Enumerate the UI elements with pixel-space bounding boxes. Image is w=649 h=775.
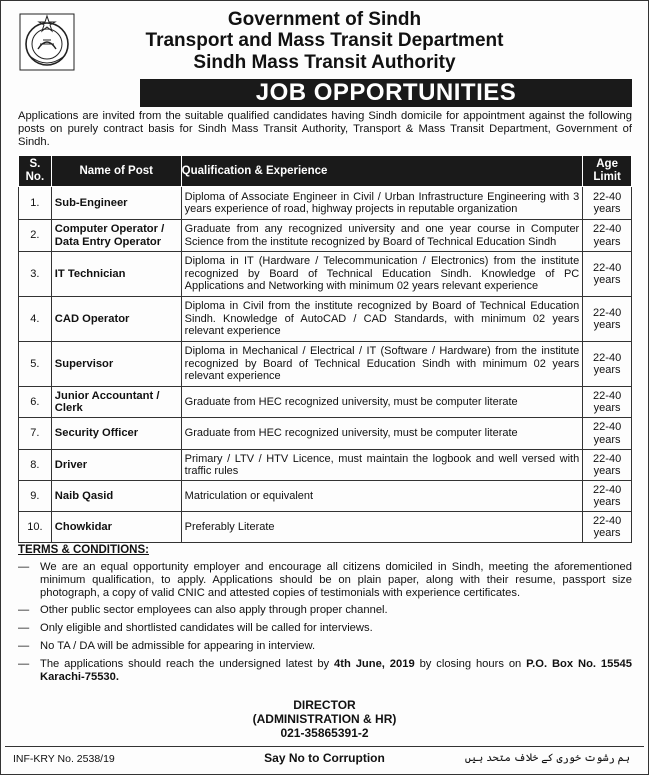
row-sno: 1. — [19, 187, 52, 220]
authority-title: Sindh Mass Transit Authority — [193, 52, 456, 73]
deadline-mid: by closing hours on — [414, 657, 527, 670]
table-header-row — [19, 156, 632, 187]
term-item — [18, 622, 632, 635]
row-post-name: Security Officer — [51, 418, 181, 450]
row-post-name: IT Technician — [51, 252, 181, 297]
row-post-name: CAD Operator — [51, 297, 181, 342]
term-dash: — — [18, 604, 30, 617]
job-opportunities-banner: JOB OPPORTUNITIES — [140, 79, 632, 107]
term-text: Only eligible and shortlisted candidates will be called for interviews. — [40, 622, 373, 635]
table-row — [19, 481, 632, 512]
contact-phone: 021-35865391-2 — [280, 726, 369, 740]
term-item — [18, 658, 632, 684]
row-age-limit: 22-40 years — [583, 187, 632, 220]
table-row — [19, 297, 632, 342]
row-post-name: Supervisor — [51, 342, 181, 387]
row-qualification: Primary / LTV / HTV Licence, must maintain the logbook and well versed with traffic rules — [181, 450, 583, 481]
footer-divider — [5, 746, 644, 747]
term-dash: — — [18, 561, 30, 573]
term-dash: — — [18, 657, 30, 670]
row-post-name: Junior Accountant / Clerk — [51, 387, 181, 418]
header — [1, 9, 648, 74]
row-qualification: Diploma in Civil from the institute recognized by Board of Technical Education Sindh. Knowledge of AutoCAD / CAD Standards, with minimum 02 years relevant experience — [181, 297, 583, 342]
row-sno: 7. — [19, 418, 52, 450]
row-age-limit: 22-40 years — [583, 387, 632, 418]
intro-paragraph: Applications are invited from the suitable qualified candidates having Sindh domicile for appointment against the following posts on purely contract basis for Sindh Mass Transit Authority, Transport & Mass Transit Department, Government of Sindh. — [18, 110, 632, 148]
row-sno: 4. — [19, 297, 52, 342]
anti-corruption-slogan: Say No to Corruption — [264, 751, 385, 765]
row-age-limit: 22-40 years — [583, 481, 632, 512]
government-title: Government of Sindh — [227, 9, 422, 30]
po-box-address: P.O. Box No. 15545 Karachi-75530. — [40, 657, 632, 683]
terms-title: TERMS & CONDITIONS: — [18, 544, 149, 556]
row-age-limit: 22-40 years — [583, 450, 632, 481]
row-sno: 9. — [19, 481, 52, 512]
signatory-title: DIRECTOR — [293, 698, 356, 712]
term-dash: — — [18, 622, 30, 635]
row-age-limit: 22-40 years — [583, 297, 632, 342]
row-qualification: Graduate from any recognized university and one year course in Computer Science from the institute recognized by Board of Technical Education Sindh — [181, 220, 583, 252]
table-row — [19, 187, 632, 220]
row-sno: 6. — [19, 387, 52, 418]
deadline-pre: The applications should reach the undersigned latest by — [40, 657, 335, 670]
header-age-limit: Age Limit — [583, 156, 632, 187]
row-age-limit: 22-40 years — [583, 252, 632, 297]
term-text: We are an equal opportunity employer and encourage all citizens domiciled in Sindh, meeting the aforementioned minimum qualification, to apply. Applications should be on plain paper, along with their resume, passport size photograph, a copy of valid CNIC and attested copies of testimonials with experience certificates. — [40, 561, 632, 599]
row-qualification: Graduate from HEC recognized university, must be computer literate — [181, 387, 583, 418]
row-age-limit: 22-40 years — [583, 220, 632, 252]
row-age-limit: 22-40 years — [583, 342, 632, 387]
table-row — [19, 450, 632, 481]
terms-list — [18, 561, 632, 688]
term-text: Other public sector employees can also apply through proper channel. — [40, 604, 388, 617]
header-sno: S. No. — [19, 156, 52, 187]
row-age-limit: 22-40 years — [583, 418, 632, 450]
row-qualification: Matriculation or equivalent — [181, 481, 583, 512]
table-row — [19, 512, 632, 543]
table-row — [19, 418, 632, 450]
row-qualification: Graduate from HEC recognized university, must be computer literate — [181, 418, 583, 450]
row-sno: 10. — [19, 512, 52, 543]
row-qualification: Diploma of Associate Engineer in Civil / Urban Infrastructure Engineering with 3 years experience of road, highway projects in reputable organization — [181, 187, 583, 220]
term-item — [18, 604, 632, 617]
row-sno: 8. — [19, 450, 52, 481]
row-age-limit: 22-40 years — [583, 512, 632, 543]
table-row — [19, 387, 632, 418]
table-row — [19, 220, 632, 252]
row-sno: 5. — [19, 342, 52, 387]
header-name-of-post: Name of Post — [51, 156, 181, 187]
deadline-date: 4th June, 2019 — [334, 657, 415, 670]
row-sno: 2. — [19, 220, 52, 252]
signature-block — [1, 698, 648, 740]
row-sno: 3. — [19, 252, 52, 297]
reference-number: INF-KRY No. 2538/19 — [13, 753, 115, 765]
table-row — [19, 342, 632, 387]
row-qualification: Diploma in IT (Hardware / Telecommunication / Electronics) from the institute recognized by Board of Technical Education Sindh. Knowledge of PC Applications and Networking with minimum 02 years relevant experience — [181, 252, 583, 297]
row-post-name: Driver — [51, 450, 181, 481]
row-post-name: Naib Qasid — [51, 481, 181, 512]
row-post-name: Chowkidar — [51, 512, 181, 543]
department-title: Transport and Mass Transit Department — [145, 30, 504, 51]
posts-table — [18, 155, 632, 543]
table-row — [19, 252, 632, 297]
term-text: No TA / DA will be admissible for appearing in interview. — [40, 639, 316, 652]
header-qualification: Qualification & Experience — [181, 156, 583, 187]
term-item — [18, 561, 632, 599]
term-dash: — — [18, 639, 30, 652]
term-text-deadline — [40, 658, 632, 684]
urdu-slogan: ہم رشوت خوری کے خلاف متحد ہیں — [464, 752, 630, 764]
row-qualification: Diploma in Mechanical / Electrical / IT (Software / Hardware) from the institute recognized by Board of Technical Education Sindh with minimum 02 years relevant experience — [181, 342, 583, 387]
signatory-department: (ADMINISTRATION & HR) — [252, 712, 397, 726]
row-post-name: Computer Operator / Data Entry Operator — [51, 220, 181, 252]
term-item — [18, 640, 632, 653]
row-post-name: Sub-Engineer — [51, 187, 181, 220]
row-qualification: Preferably Literate — [181, 512, 583, 543]
